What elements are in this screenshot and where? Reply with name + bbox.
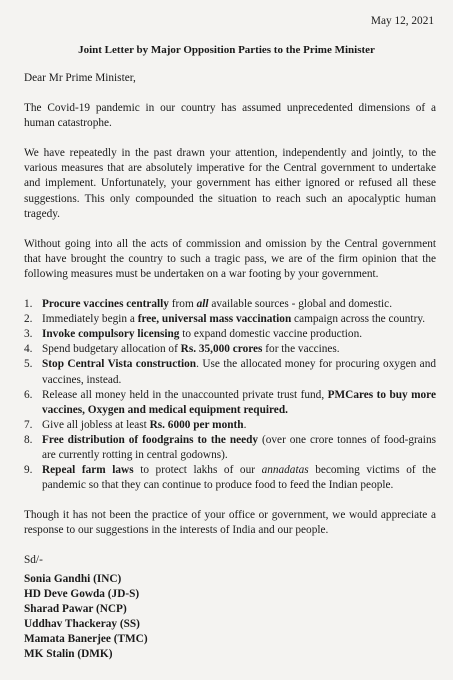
- measure-text: all: [196, 298, 209, 311]
- measure-text: Invoke compulsory licensing: [42, 328, 180, 341]
- salutation: Dear Mr Prime Minister,: [24, 72, 136, 84]
- measure-number: 3.: [24, 328, 33, 341]
- measure-number: 6.: [24, 388, 33, 401]
- paragraph-1: The Covid-19 pandemic in our country has assumed unprecedented dimensions of a human catastrophe.: [24, 102, 436, 130]
- measure-number: 9.: [24, 464, 33, 477]
- signatory-name: HD Deve Gowda (JD-S): [24, 587, 140, 600]
- measure-item: [24, 312, 436, 327]
- measure-text: Stop Central Vista construction: [42, 358, 197, 371]
- measure-text: available sources - global and domestic.: [208, 298, 393, 311]
- paragraph-3: Without going into all the acts of commission and omission by the Central government that have brought the country to such a tragic pass, we are of the firm opinion that the following measures must be undertaken on a war footing by your government.: [24, 237, 436, 280]
- measure-text: Procure vaccines centrally: [42, 298, 169, 311]
- measure-text: Rs. 35,000 crores: [180, 343, 263, 356]
- letter-date: May 12, 2021: [370, 15, 434, 27]
- signatory-name: MK Stalin (DMK): [24, 648, 113, 660]
- measure-text: Release all money held in the unaccounted private trust fund,: [42, 388, 328, 401]
- signatory-name: Sonia Gandhi (INC): [24, 572, 122, 585]
- measure-text: . Use the allocated money for procuring oxygen and vaccines, instead.: [42, 358, 436, 386]
- measure-text: PMCares to buy more vaccines, Oxygen and medical equipment required.: [42, 388, 436, 416]
- measure-item: [24, 357, 436, 387]
- paragraph-2: We have repeatedly in the past drawn your attention, independently and jointly, to the various measures that are absolutely imperative for the Central government to undertake and implement. Unfortunately, your government has either ignored or refused all these suggestions. This only compounded the situation to reach such an apocalyptic human tragedy.: [24, 147, 436, 220]
- measure-number: 2.: [24, 313, 33, 326]
- closing-paragraph: Though it has not been the practice of your office or government, we would appreciate a response to our suggestions in the interests of India and our people.: [24, 509, 436, 537]
- measure-text: campaign across the country.: [291, 313, 426, 326]
- measure-text: becoming victims of the pandemic so that they can continue to produce food to feed the Indian people.: [42, 464, 436, 492]
- measure-text: for the vaccines.: [262, 343, 340, 356]
- measure-item: [24, 418, 436, 433]
- measure-text: Spend budgetary allocation of: [42, 343, 181, 356]
- measure-text: Repeal farm laws: [42, 464, 134, 477]
- measure-text: (over one crore tonnes of food-grains are currently rotting in central godowns).: [42, 433, 436, 461]
- signed-mark: Sd/-: [24, 554, 43, 567]
- measure-item: [24, 297, 436, 312]
- measure-text: to protect lakhs of our: [133, 464, 262, 477]
- measure-item: [24, 388, 436, 418]
- letter-title: Joint Letter by Major Opposition Parties to the Prime Minister: [78, 44, 375, 56]
- measure-number: 8.: [24, 433, 33, 446]
- signature-block: [24, 553, 436, 662]
- measure-text: Immediately begin a: [42, 313, 138, 326]
- measure-text: Give all jobless at least: [42, 418, 150, 431]
- measure-text: to expand domestic vaccine production.: [179, 328, 363, 341]
- signatory-name: Mamata Banerjee (TMC): [24, 632, 148, 645]
- measure-item: [24, 342, 436, 357]
- measure-number: 1.: [24, 298, 33, 311]
- measure-item: [24, 433, 436, 463]
- measure-text: from: [168, 298, 197, 311]
- measure-text: Free distribution of foodgrains to the needy: [42, 433, 259, 446]
- measure-number: 4.: [24, 343, 33, 356]
- letter-body: [24, 71, 436, 662]
- measure-text: free, universal mass vaccination: [137, 313, 292, 326]
- measures-list: [24, 297, 436, 493]
- measure-text: Rs. 6000 per month: [149, 418, 244, 431]
- measure-item: [24, 463, 436, 493]
- signatory-name: Uddhav Thackeray (SS): [24, 617, 140, 630]
- measure-text: .: [243, 418, 247, 431]
- signatory-name: Sharad Pawar (NCP): [24, 602, 127, 615]
- signatory-list: [24, 572, 436, 663]
- measure-number: 7.: [24, 418, 33, 431]
- measure-text: annadatas: [261, 464, 309, 477]
- measure-item: [24, 327, 436, 342]
- measure-number: 5.: [24, 358, 33, 371]
